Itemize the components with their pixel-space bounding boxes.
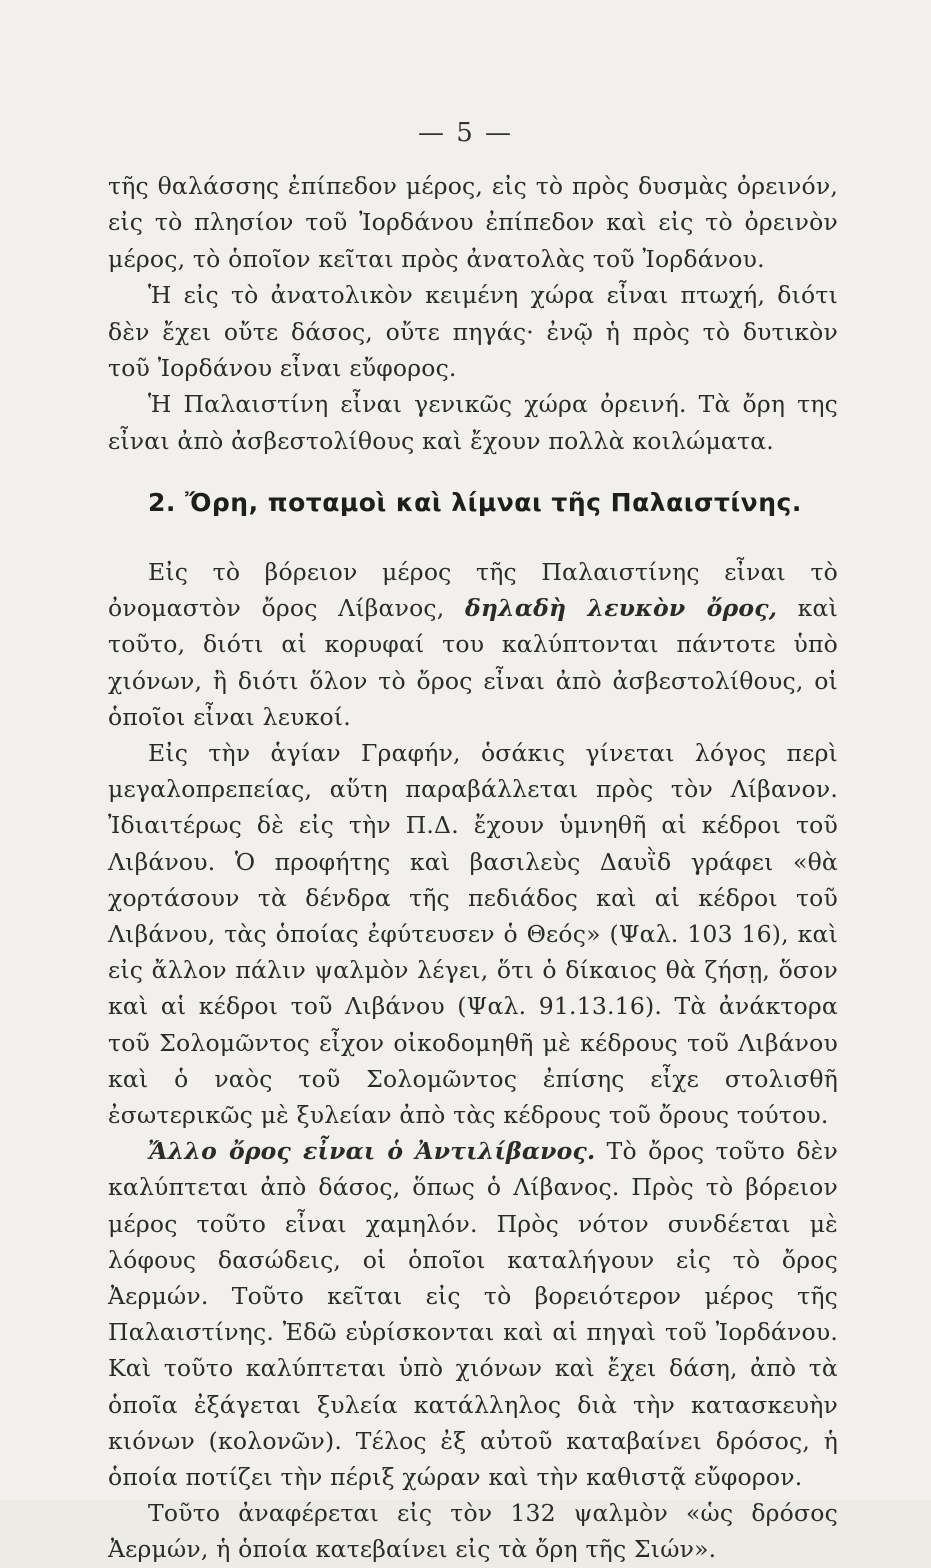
- page-number: — 5 —: [417, 118, 514, 148]
- paragraph-lebanon-text-b: καὶ τοῦτο, διότι αἱ κορυφαί του καλύπτονται πάντοτε ὑπὸ χιόνων, ἢ διότι ὅλον τὸ ὄρος εἶναι ἀπὸ ἀσβεστολίθους, οἱ ὁποῖοι εἶναι λευκοί.: [108, 594, 838, 731]
- paragraph-lebanon-text-a: Εἰς τὸ βόρειον μέρος τῆς Παλαιστίνης εἶναι τὸ ὀνομαστὸν ὄρος Λίβανος,: [108, 558, 838, 623]
- paragraph-mountainous: Ἡ Παλαιστίνη εἶναι γενικῶς χώρα ὀρεινή. Τὰ ὄρη της εἶναι ἀπὸ ἀσβεστολίθους καὶ ἔχουν πολλὰ κοιλώματα.: [108, 390, 838, 455]
- paragraph-continuation: τῆς θαλάσσης ἐπίπεδον μέρος, εἰς τὸ πρὸς δυσμὰς ὀρεινόν, εἰς τὸ πλησίον τοῦ Ἰορδάνου ἐπίπεδον καὶ εἰς τὸ ὀρεινὸν μέρος, τὸ ὁποῖον κεῖται πρὸς ἀνατολὰς τοῦ Ἰορδάνου.: [108, 172, 838, 273]
- paragraph-antilebanon-text: Τὸ ὄρος τοῦτο δὲν καλύπτεται ἀπὸ δάσος, ὅπως ὁ Λίβανος. Πρὸς τὸ βόρειον μέρος τοῦτο εἶναι χαμηλόν. Πρὸς νότον συνδέεται μὲ λόφους δασώδεις, οἱ ὁποῖοι καταλήγουν εἰς τὸ ὄρος Ἀερμών. Τοῦτο κεῖται εἰς τὸ βορειότερον μέρος τῆς Παλαιστίνης. Ἐδῶ εὑρίσκονται καὶ αἱ πηγαὶ τοῦ Ἰορδάνου. Καὶ τοῦτο καλύπτεται ὑπὸ χιόνων καὶ ἔχει δάση, ἀπὸ τὰ ὁποῖα ἐξάγεται ξυλεία κατάλληλος διὰ τὴν κατασκευὴν κιόνων (κολονῶν). Τέλος ἐξ αὐτοῦ καταβαίνει δρόσος, ἡ ὁποία ποτίζει τὴν πέριξ χώραν καὶ τὴν καθιστᾷ εὔφορον.: [108, 1137, 838, 1492]
- paragraph-psalm: Τοῦτο ἀναφέρεται εἰς τὸν 132 ψαλμὸν «ὡς δρόσος Ἀερμών, ἡ ὁποία κατεβαίνει εἰς τὰ ὄρη τῆς Σιών».: [108, 1499, 838, 1564]
- emphasis-antilebanon: Ἄλλο ὄρος εἶναι ὁ Ἀντιλίβανος.: [148, 1137, 596, 1166]
- paragraph-antilebanon: [108, 1133, 838, 1495]
- paragraph-lebanon: [108, 554, 838, 735]
- emphasis-white-mountain: δηλαδὴ λευκὸν ὄρος,: [464, 594, 778, 623]
- section-intro: [108, 168, 838, 459]
- paragraph-east-land: Ἡ εἰς τὸ ἀνατολικὸν κειμένη χώρα εἶναι πτωχή, διότι δὲν ἔχει οὔτε δάσος, οὔτε πηγάς· ἐνῷ ἡ πρὸς τὸ δυτικὸν τοῦ Ἰορδάνου εἶναι εὔφορος.: [108, 281, 838, 383]
- section-mountains: [108, 554, 838, 1568]
- paragraph-scripture: Εἰς τὴν ἁγίαν Γραφήν, ὁσάκις γίνεται λόγος περὶ μεγαλοπρεπείας, αὕτη παραβάλλεται πρὸς τὸν Λίβανον. Ἰδιαιτέρως δὲ εἰς τὴν Π.Δ. ἔχουν ὑμνηθῆ αἱ κέδροι τοῦ Λιβάνου. Ὁ προφήτης καὶ βασιλεὺς Δαυῒδ γράφει «θὰ χορτάσουν τὰ δένδρα τῆς πεδιάδος καὶ αἱ κέδροι τοῦ Λιβάνου, τὰς ὁποίας ἐφύτευσεν ὁ Θεός» (Ψαλ. 103 16), καὶ εἰς ἄλλον πάλιν ψαλμὸν λέγει, ὅτι ὁ δίκαιος θὰ ζήσῃ, ὅσον καὶ αἱ κέδροι τοῦ Λιβάνου (Ψαλ. 91.13.16). Τὰ ἀνάκτορα τοῦ Σολομῶντος εἶχον οἰκοδομηθῆ μὲ κέδρους τοῦ Λιβάνου καὶ ὁ ναὸς τοῦ Σολομῶντος ἐπίσης εἶχε στολισθῆ ἐσωτερικῶς μὲ ξυλείαν ἀπὸ τὰς κέδρους τοῦ ὄρους τούτου.: [108, 739, 838, 1130]
- section-heading: 2. Ὄρη, ποταμοὶ καὶ λίμναι τῆς Παλαιστίνης.: [148, 488, 802, 517]
